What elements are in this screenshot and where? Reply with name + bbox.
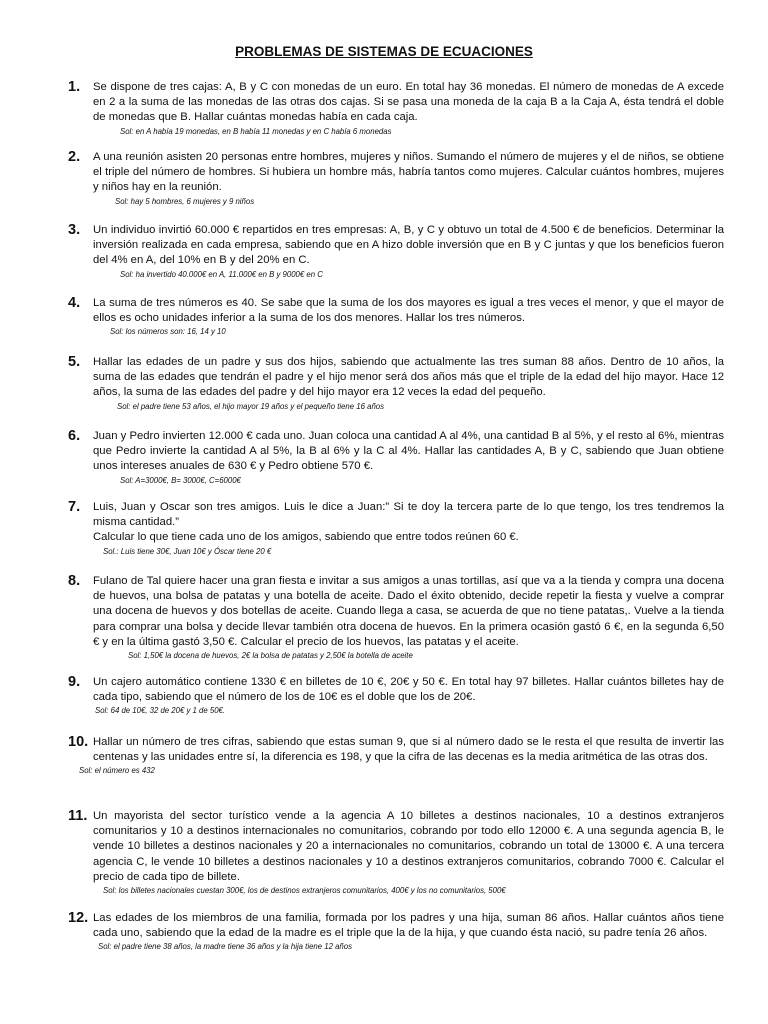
problem-7: [68, 500, 724, 557]
problem-text: Se dispone de tres cajas: A, B y C con monedas de un euro. En total hay 36 monedas. El número de monedas de A excede en 2 a la suma de las monedas de las otras dos cajas. Si se pasa una moneda de la caja B a la Caja A, ésta tendrá el doble de monedas que B. Hallar cuántas monedas había en cada caja.: [93, 81, 724, 124]
problem-number: 5.: [68, 354, 81, 370]
problem-number: 3.: [68, 222, 81, 238]
problem-6: [68, 429, 724, 486]
problem-number: 10.: [68, 734, 89, 750]
problem-5: [68, 355, 724, 412]
problem-solution: Sol: el número es 432: [79, 766, 155, 776]
problem-text: Juan y Pedro invierten 12.000 € cada uno. Juan coloca una cantidad A al 4%, una cantidad B al 5%, y el resto al 6%, mientras que Pedro invierte la cantidad A al 5%, la B al 6% y la C al 4%. Hallar las cantidades A, B y C, sabiendo que Juan obtiene unos intereses anuales de 630 € y Pedro obtiene 570 €.: [93, 430, 724, 473]
problem-solution: Sol: A=3000€, B= 3000€, C=6000€: [120, 475, 241, 485]
problem-2: [68, 150, 724, 207]
problem-text: La suma de tres números es 40. Se sabe que la suma de los dos mayores es igual a tres veces el menor, y que el mayor de ellos es ocho unidades inferior a la suma de los dos menores. Hallar los tres números.: [93, 297, 724, 325]
problem-number: 11.: [68, 808, 88, 824]
problem-number: 6.: [68, 428, 81, 444]
problem-text: A una reunión asisten 20 personas entre hombres, mujeres y niños. Sumando el número de mujeres y el de niños, se obtiene el triple del número de hombres. Si hubiera un hombre más, habría tantos como mujeres. Calcular cuántos hombres, mujeres y niños hay en la reunión.: [93, 151, 724, 194]
problem-9: [68, 675, 724, 716]
problem-11: [68, 809, 724, 896]
problem-solution: Sol: 64 de 10€, 32 de 20€ y 1 de 50€.: [95, 706, 226, 716]
problem-solution: Sol: los números son: 16, 14 y 10: [110, 327, 226, 337]
problem-number: 2.: [68, 149, 81, 165]
problem-text-continued: Calcular lo que tiene cada uno de los amigos, sabiendo que entre todos reúnen 60 €.: [93, 531, 519, 544]
problem-12: [68, 911, 724, 952]
problem-3: [68, 223, 724, 280]
problem-solution: Sol.: Luis tiene 30€, Juan 10€ y Óscar tiene 20 €: [103, 546, 272, 556]
problem-text: Un individuo invirtió 60.000 € repartidos en tres empresas: A, B, y C y obtuvo un total de 4.500 € de beneficios. Determinar la inversión realizada en cada empresa, sabiendo que en A hizo doble inversión que en B y C juntas y que los beneficios fueron del 4% en A, del 10% en B y del 20% en C.: [93, 224, 724, 267]
problem-solution: Sol: 1,50€ la docena de huevos, 2€ la bolsa de patatas y 2,50€ la botella de aceite: [128, 651, 413, 661]
problem-solution: Sol: el padre tiene 53 años, el hijo mayor 19 años y el pequeño tiene 16 años: [117, 401, 385, 411]
problem-text: Un cajero automático contiene 1330 € en billetes de 10 €, 20€ y 50 €. En total hay 97 billetes. Hallar cuántos billetes hay de cada tipo, sabiendo que el número de los de 10€ es el doble que los de 20€.: [93, 676, 724, 704]
problem-number: 7.: [68, 499, 81, 515]
problem-1: [68, 80, 724, 137]
problem-number: 1.: [68, 79, 81, 95]
problem-4: [68, 296, 724, 337]
problem-number: 8.: [68, 573, 81, 589]
problem-text: Las edades de los miembros de una familia, formada por los padres y una hija, suman 86 años. Hallar cuántos años tiene cada uno, sabiendo que la edad de la madre es el triple que la de la hija, y que cuando ésta nació, su padre tenía 26 años.: [93, 912, 724, 940]
problem-number: 4.: [68, 295, 81, 311]
problem-8: [68, 574, 724, 661]
problem-solution: Sol: los billetes nacionales cuestan 300€, los de destinos extranjeros comunitarios, 400€ y los no comunitarios, 500€: [103, 886, 506, 896]
problem-text: Fulano de Tal quiere hacer una gran fiesta e invitar a sus amigos a unas tortillas, así que va a la tienda y compra una docena de huevos, una bolsa de patatas y una botella de aceite. Dado el éxito obtenido, decide repetir la fiesta y vuelve a comprar una docena de huevos y dos botellas de aceite. Cuando llega a casa, se acuerda de que no tiene patatas,. Vuelve a la tienda para comprar una bolsa y decide llevar también otra docena de huevos. En la primera ocasión gastó 6 €, en la segunda 6,50 € y en la última gastó 3,50 €. Calcular el precio de los huevos, las patatas y el aceite.: [93, 575, 724, 648]
problem-number: 9.: [68, 674, 81, 690]
problem-solution: Sol: ha invertido 40.000€ en A, 11.000€ en B y 9000€ en C: [120, 269, 323, 279]
problem-text: Luis, Juan y Oscar son tres amigos. Luis le dice a Juan:” Si te doy la tercera parte de lo que tengo, los tres tendremos la misma cantidad.”: [93, 501, 724, 529]
problem-text: Hallar un número de tres cifras, sabiendo que estas suman 9, que si al número dado se le resta el que resulta de invertir las centenas y las unidades entre sí, la diferencia es 198, y que la cifra de las decenas es la media aritmética de las otras dos.: [93, 736, 724, 764]
problem-text: Hallar las edades de un padre y sus dos hijos, sabiendo que actualmente las tres suman 88 años. Dentro de 10 años, la suma de las edades que tendrán el padre y el hijo menor será dos años más que el triple de la edad del hijo mayor. Hace 12 años, la suma de las edades del padre y del hijo mayor era 12 veces la edad del pequeño.: [93, 356, 724, 399]
problem-solution: Sol: hay 5 hombres, 6 mujeres y 9 niños: [115, 196, 255, 206]
problem-10: [68, 735, 724, 776]
problem-text: Un mayorista del sector turístico vende a la agencia A 10 billetes a destinos nacionales, 10 a destinos extranjeros comunitarios y 10 a destinos internacionales no comunitarios, cobrando por todo ello 12000 €. A una segunda agencia B, le vende 10 billetes a destinos nacionales y 20 a internacionales no comunitarios, cobrando un total de 13000 €. A una tercera agencia C, le vende 10 billetes a destinos nacionales y 10 a destinos extranjeros comunitarios, cobrando 7000 €. Calcular el precio de cada tipo de billete.: [93, 810, 724, 883]
problem-solution: Sol: el padre tiene 38 años, la madre tiene 36 años y la hija tiene 12 años: [98, 942, 353, 952]
problem-solution: Sol: en A había 19 monedas, en B había 11 monedas y en C había 6 monedas: [120, 126, 392, 136]
page-title: PROBLEMAS DE SISTEMAS DE ECUACIONES: [235, 44, 533, 59]
problem-number: 12.: [68, 910, 89, 926]
